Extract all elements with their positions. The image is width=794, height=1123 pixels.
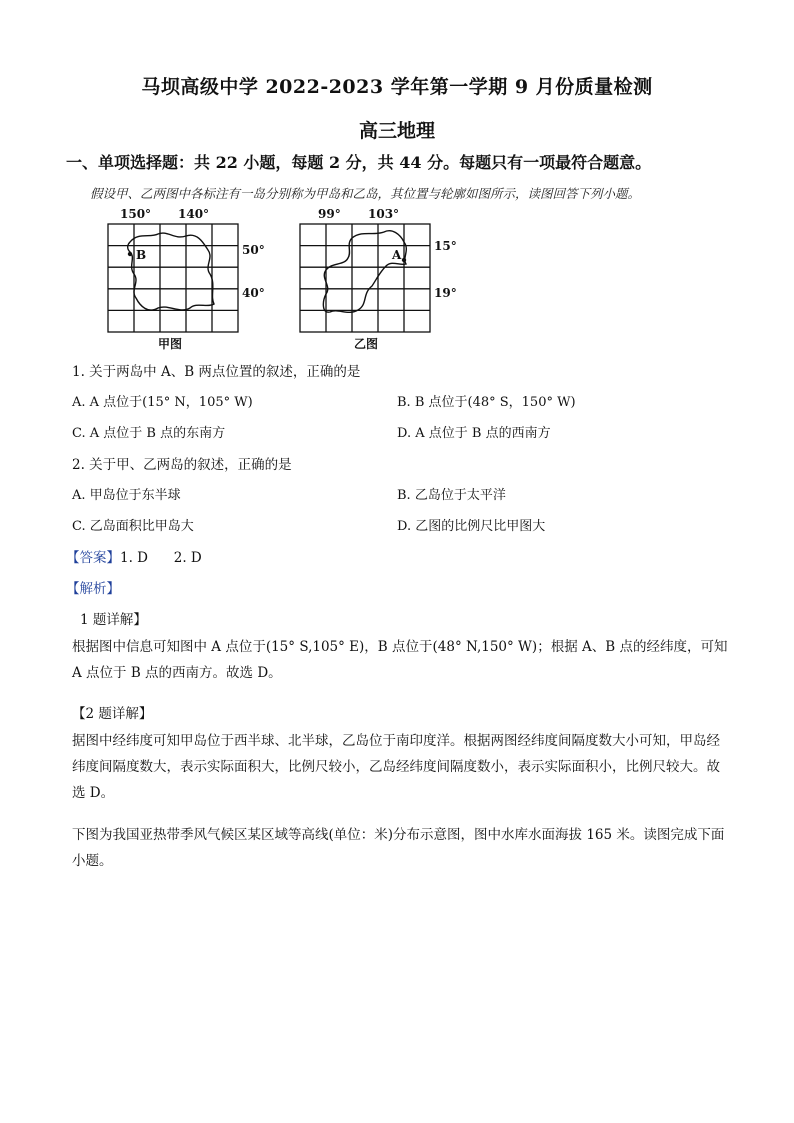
figure-jia-svg	[100, 204, 270, 352]
analysis-label: 【解析】	[66, 581, 120, 597]
jia-lat-2: 40°	[242, 286, 265, 300]
detail-1-text: 根据图中信息可知图中 A 点位于(15° S,105° E)，B 点位于(48° N,150° W)；根据 A、B 点的经纬度，可知 A 点位于 B 点的西南方。故选 D。	[72, 639, 728, 681]
point-a-marker	[402, 258, 406, 262]
question-1-option-d[interactable]: D. A 点位于 B 点的西南方	[397, 426, 551, 441]
jia-caption: 甲图	[158, 337, 183, 351]
jia-point-label: B	[136, 248, 147, 262]
detail-1-label: 1 题详解】	[80, 612, 147, 628]
yi-island-outline	[323, 231, 406, 313]
question-2-option-a[interactable]: A. 甲岛位于东半球	[72, 488, 181, 503]
figure-jia	[100, 204, 270, 356]
section-heading: 一、单项选择题：共 22 小题，每题 2 分，共 44 分。每题只有一项最符合题意。	[66, 153, 652, 172]
yi-lon-2: 103°	[368, 207, 400, 221]
figure-yi	[292, 204, 467, 356]
point-b-marker	[128, 252, 132, 256]
question-2-option-d[interactable]: D. 乙图的比例尺比甲图大	[397, 519, 546, 534]
yi-point-label: A	[392, 248, 402, 262]
yi-grid	[300, 224, 430, 332]
question-2-option-b[interactable]: B. 乙岛位于太平洋	[397, 488, 506, 503]
next-question-intro: 下图为我国亚热带季风气候区某区域等高线(单位：米)分布示意图，图中水库水面海拔 165 米。读图完成下面小题。	[72, 827, 725, 869]
question-1-option-c[interactable]: C. A 点位于 B 点的东南方	[72, 426, 226, 441]
jia-lon-2: 140°	[178, 207, 210, 221]
page-subtitle: 高三地理	[358, 120, 435, 142]
jia-island-outline	[128, 233, 214, 310]
question-1-option-a[interactable]: A. A 点位于(15° N，105° W)	[72, 395, 253, 410]
question-2-stem: 2. 关于甲、乙两岛的叙述，正确的是	[72, 457, 292, 473]
yi-caption: 乙图	[354, 337, 379, 351]
answer-text: 1. D 2. D	[120, 550, 202, 566]
yi-lat-1: 15°	[434, 239, 457, 253]
detail-2-text: 据图中经纬度可知甲岛位于西半球、北半球，乙岛位于南印度洋。根据两图经纬度间隔度数大小可知，甲岛经纬度间隔度数大，表示实际面积大，比例尺较小，乙岛经纬度间隔度数小，表示实际面积小，比例尺较大。故选 D。	[72, 733, 720, 801]
question-2-option-c[interactable]: C. 乙岛面积比甲岛大	[72, 519, 194, 534]
question-1-option-b[interactable]: B. B 点位于(48° S，150° W)	[397, 395, 576, 410]
jia-grid	[108, 224, 238, 332]
jia-lon-1: 150°	[120, 207, 152, 221]
answer-row	[66, 546, 202, 566]
detail-2-label: 【2 题详解】	[72, 706, 153, 722]
yi-lat-2: 19°	[434, 286, 457, 300]
page-title: 马坝高级中学 2022-2023 学年第一学期 9 月份质量检测	[141, 76, 653, 98]
figure-yi-svg	[292, 204, 467, 352]
question-1-stem: 1. 关于两岛中 A、B 两点位置的叙述，正确的是	[72, 364, 361, 380]
question-intro: 假设甲、乙两图中各标注有一岛分别称为甲岛和乙岛，其位置与轮廓如图所示，读图回答下列小题。	[90, 186, 641, 201]
yi-lon-1: 99°	[318, 207, 341, 221]
jia-lat-1: 50°	[242, 243, 265, 257]
answer-label: 【答案】	[66, 550, 120, 566]
